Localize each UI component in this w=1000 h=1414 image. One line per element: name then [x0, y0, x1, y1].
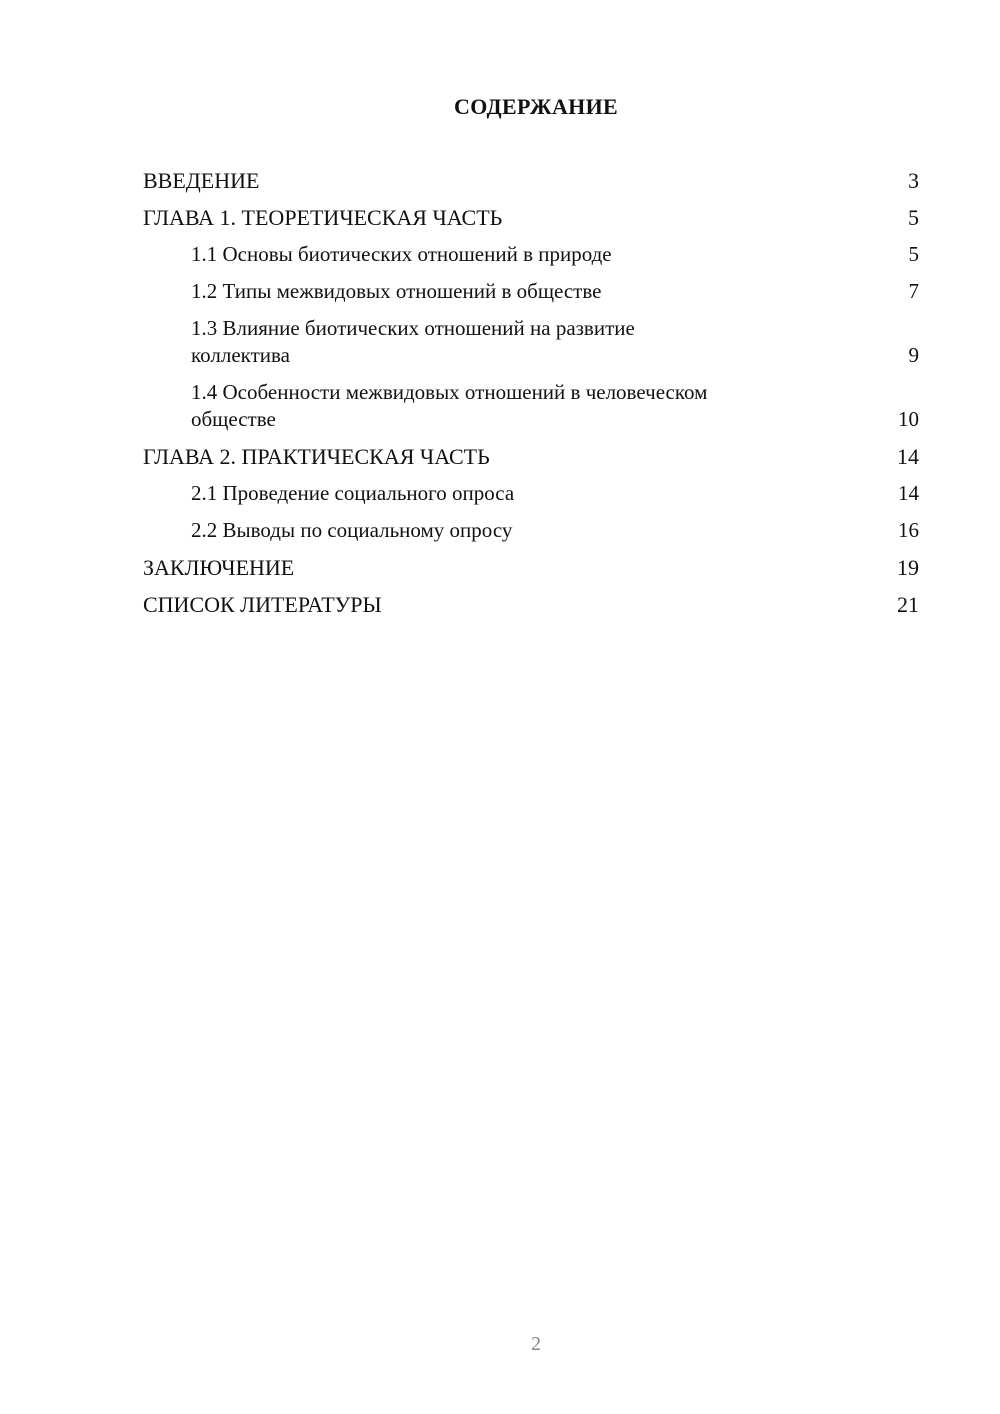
toc-entry-page: 3	[908, 168, 919, 193]
toc-entry-section-1-1[interactable]	[143, 241, 919, 268]
toc-entry-page: 16	[898, 518, 919, 542]
toc-entry-page: 14	[898, 481, 919, 505]
toc-entry-page: 14	[897, 444, 919, 469]
toc-entry-label: 1.1 Основы биотических отношений в природе	[191, 242, 612, 266]
toc-entry-label: ГЛАВА 1. ТЕОРЕТИЧЕСКАЯ ЧАСТЬ	[143, 205, 503, 230]
toc-entry-label: 2.1 Проведение социального опроса	[191, 481, 515, 505]
toc-entry-section-2-2[interactable]	[143, 517, 919, 544]
toc-entry-section-1-2[interactable]	[143, 278, 919, 305]
toc-entry-label: 2.2 Выводы по социальному опросу	[191, 518, 513, 542]
toc-entry-page: 9	[908, 343, 919, 367]
toc-entry-chapter-2[interactable]	[143, 443, 919, 470]
toc-entry-label: 1.2 Типы межвидовых отношений в обществе	[191, 279, 602, 303]
toc-entry-bibliography[interactable]	[143, 591, 919, 618]
toc-entry-label: СПИСОК ЛИТЕРАТУРЫ	[143, 592, 382, 617]
toc-entry-section-1-3[interactable]	[143, 315, 919, 369]
toc-entry-page: 5	[908, 242, 919, 266]
toc-entry-chapter-1[interactable]	[143, 204, 919, 231]
toc-entry-label: ЗАКЛЮЧЕНИЕ	[143, 555, 295, 580]
toc-entry-page: 19	[897, 555, 919, 580]
toc-entry-page: 21	[897, 592, 919, 617]
toc-entry-page: 5	[908, 205, 919, 230]
page-number: 2	[531, 1333, 541, 1355]
toc-entry-page: 7	[908, 279, 919, 303]
page-title: СОДЕРЖАНИЕ	[454, 94, 618, 119]
toc-entry-section-1-4[interactable]	[143, 379, 919, 433]
table-of-contents	[143, 167, 919, 628]
toc-entry-label: ГЛАВА 2. ПРАКТИЧЕСКАЯ ЧАСТЬ	[143, 444, 490, 469]
toc-entry-label: 1.3 Влияние биотических отношений на развитие коллектива	[191, 316, 635, 367]
toc-entry-label: ВВЕДЕНИЕ	[143, 168, 260, 193]
toc-entry-page: 10	[898, 407, 919, 431]
toc-entry-conclusion[interactable]	[143, 554, 919, 581]
toc-entry-label: 1.4 Особенности межвидовых отношений в человеческом обществе	[191, 380, 708, 431]
toc-entry-introduction[interactable]	[143, 167, 919, 194]
toc-entry-section-2-1[interactable]	[143, 480, 919, 507]
